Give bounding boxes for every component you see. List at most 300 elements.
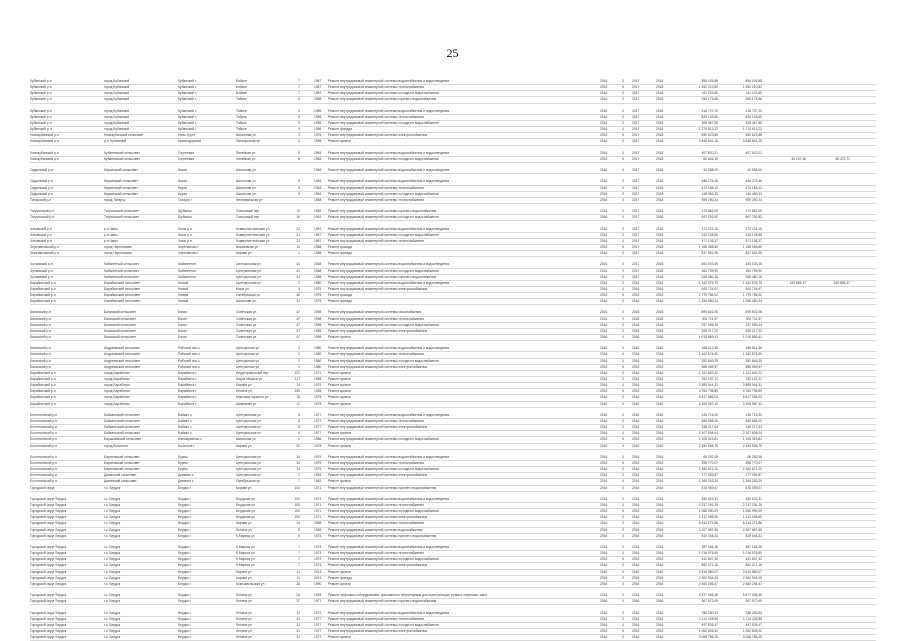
table-cell: Школьная ул (236, 168, 256, 173)
table-cell: Ремонт внутридомовой инженерной системы водоснабжения и водоотведения (328, 496, 450, 501)
table-cell: Ремонт внутридомовой инженерной системы электроснабжения (328, 563, 428, 568)
table-cell: 31 (296, 299, 300, 304)
table-cell: 10 (296, 209, 300, 214)
table-cell: Кубанский г. (178, 79, 197, 83)
table-cell: 1 162 874,60 (742, 352, 762, 357)
table-cell: 2016 (600, 91, 608, 96)
table-cell: 2016 (600, 108, 608, 113)
table-cell: 411 223,65 (701, 91, 718, 96)
table-cell: Кирова ул (236, 485, 252, 490)
table-cell: Баганский р-н (30, 322, 52, 327)
table-cell: 2016 (656, 485, 664, 490)
table-cell: 47 (296, 335, 300, 340)
table-cell: Тогучинский р-н (30, 209, 55, 214)
table-cell: Кирова ул (236, 575, 252, 580)
table-cell: 297 599,44 (745, 322, 762, 327)
table-cell: 2016 (656, 454, 664, 459)
table-cell: 2017 (632, 91, 640, 96)
table-cell: 2016 (656, 364, 664, 369)
table-cell: 2016 (632, 358, 640, 363)
table-cell: Ремонт внутридомовой инженерной системы электроснабжения (328, 286, 428, 291)
table-cell: 0 (622, 551, 624, 556)
table-cell: 0 (622, 346, 624, 351)
table-cell: Бердск г. (178, 593, 192, 598)
table-cell: 2018 (656, 232, 664, 237)
table-cell: Болотнинский р-н (30, 419, 58, 424)
table-cell: г.о. Бердск (104, 593, 121, 598)
table-cell: Барабинский р-н (30, 286, 56, 291)
table-cell: 2 107 808,04 (742, 431, 762, 436)
page-number: 25 (446, 46, 459, 60)
table-cell: Ремонт внутридомовой инженерной системы электроснабжения (328, 515, 428, 520)
table-cell: 2016 (600, 179, 608, 184)
table-cell: 0 (622, 133, 624, 138)
table-cell: Бердская ул (236, 502, 255, 507)
table-cell: 1 168 086,80 (698, 244, 718, 249)
table-cell: Ремонт кровли (328, 395, 351, 400)
table-cell: 0 (622, 97, 624, 102)
table-cell: Коммунистическая ул (236, 238, 270, 243)
table-cell: р.п.Чаны (104, 226, 118, 231)
table-cell: 2016 (600, 346, 608, 351)
table-cell: 1 412 098,65 (742, 515, 762, 520)
table-cell: г.о. Бердск (104, 563, 121, 568)
table-cell: 387 164,26 (701, 544, 718, 549)
table-cell: 2017 (632, 215, 640, 220)
table-cell: Ремонт внутридомовой инженерной системы холодного водоснабжения (328, 156, 439, 161)
table-cell: 2016 (600, 581, 608, 586)
table-cell: 0 (622, 91, 624, 96)
table-cell: Баганский р-н (30, 352, 52, 357)
table-cell: Совхозный пер (236, 215, 260, 220)
table-cell: 1962 (314, 209, 322, 214)
table-cell: 302 711,97 (745, 316, 762, 321)
table-cell: 678 059,07 (701, 485, 718, 490)
table-cell: 1 018 869,41 (698, 335, 718, 340)
table-cell: 1963 (314, 479, 322, 484)
table-cell: 268 480,18 (745, 274, 762, 279)
table-cell: 41 (296, 262, 300, 267)
table-cell: Ремонт внутридомовой инженерной системы холодного водоснабжения (328, 509, 439, 514)
table-cell: 1967 (314, 79, 322, 83)
table-cell: 2016 (632, 557, 640, 562)
table-cell: Баганский сельсовет (104, 335, 136, 340)
table-cell: Кабинетное (178, 268, 197, 273)
table-cell: Тойкое (236, 120, 247, 125)
table-cell: 0 (622, 179, 624, 184)
table-cell: 2016 (656, 352, 664, 357)
table-cell: 31 (296, 628, 300, 633)
table-cell: Ленина ул (236, 628, 252, 633)
table-cell: Кубанский г. (178, 127, 197, 132)
table-cell: Фестивальная ул (236, 197, 263, 202)
table-cell: Ленина ул (236, 616, 252, 621)
table-cell: 52 (296, 443, 300, 448)
table-cell: 2016 (600, 322, 608, 327)
table-cell: 1 342 576,75 (742, 280, 762, 285)
table-cell: 0 (622, 150, 624, 155)
table-cell: 2018 (656, 262, 664, 267)
table-cell: 47 (296, 322, 300, 327)
table-cell: 363 795,90 (745, 268, 762, 273)
table-cell: 2 (298, 364, 300, 369)
table-cell: 38 470,71 (835, 156, 850, 161)
table-cell: 1971 (314, 485, 322, 490)
table-cell: Ремонт кровли (328, 139, 351, 144)
table-cell: Андреевский сельсовет (104, 358, 141, 363)
table-cell: Ремонт внутридомовой инженерной системы водоснабжения и водоотведения (328, 610, 450, 615)
table-cell: 2016 (600, 467, 608, 472)
table-cell: Кирова ул (236, 251, 252, 256)
table-cell: город Барабинск (104, 389, 130, 394)
table-cell: 2016 (656, 461, 664, 465)
table-cell: 2016 (600, 328, 608, 333)
table-cell: Тогучинский сельсовет (104, 215, 139, 220)
table-cell: Барабинский сельсовет (104, 280, 141, 285)
table-cell: Ремонт внутридомовой инженерной системы теплоснабжения (328, 616, 424, 621)
table-cell: 999 250,24 (745, 197, 762, 202)
table-cell: 1 062 805,02 (742, 628, 762, 633)
table-cell: 2016 (656, 509, 664, 514)
table-cell: Городской округ Бердск (30, 544, 67, 549)
table-cell: 3 068 786,25 (698, 635, 718, 640)
table-cell: 0 (622, 191, 624, 196)
table-cell: 2016 (632, 502, 640, 507)
table-cell: Кубанский р-н (30, 114, 52, 119)
table-cell: Городской округ Бердск (30, 563, 67, 568)
table-cell: 2016 (600, 209, 608, 214)
table-cell: 2016 (632, 628, 640, 633)
table-cell: 456 276,46 (745, 179, 762, 184)
table-cell: 1958 (314, 377, 322, 382)
table-cell: Чулымский р-н (30, 274, 53, 279)
table-cell: 5 (298, 533, 300, 538)
table-cell: 1 016 076,60 (698, 551, 718, 556)
table-cell: 1973 (314, 551, 322, 556)
table-cell: 1973 (314, 544, 322, 549)
table-cell: Городской округ (30, 485, 55, 490)
table-cell: 588 069,97 (745, 364, 762, 369)
table-cell: Болотнинский р-н (30, 437, 58, 442)
table-cell: Бердск г. (178, 616, 192, 621)
table-cell: 8 (298, 97, 300, 102)
table-cell: г.о. Бердск (104, 599, 121, 604)
table-cell: Чановский р-н (30, 238, 52, 243)
table-cell: 36 (296, 581, 300, 586)
table-cell: Кирзинский сельсовет (104, 191, 138, 196)
table-cell: 0 (622, 533, 624, 538)
table-cell: 2016 (600, 156, 608, 161)
table-cell: 2016 (600, 352, 608, 357)
table-cell: 2016 (600, 268, 608, 273)
table-cell: Ремонт фасада (328, 127, 353, 132)
table-cell: Бердск г. (178, 581, 192, 586)
table-cell: Кирова ул (236, 383, 252, 388)
table-cell: 2016 (600, 293, 608, 298)
table-cell: Барабинский сельсовет (104, 293, 141, 298)
table-cell: Барабинский р-н (30, 389, 56, 394)
table-cell: Ремонт внутридомовой инженерной системы холодного водоснабжения (328, 91, 439, 96)
table-cell: Бердск г. (178, 622, 192, 627)
table-cell: Ремонт внутридомовой инженерной системы холодного водоснабжения (328, 467, 439, 472)
table-cell: 2016 (600, 622, 608, 627)
table-cell: 1 162 874,60 (698, 352, 718, 357)
table-cell: 2016 (632, 515, 640, 520)
table-cell: 0 (622, 139, 624, 144)
table-cell: 2016 (632, 551, 640, 556)
table-cell: 2016 (656, 443, 664, 448)
table-cell: 474 184,42 (701, 185, 718, 190)
table-cell: Октябрьская ул (236, 139, 260, 144)
table-cell: 2016 (656, 370, 664, 375)
table-cell: 4 764 798,89 (742, 389, 762, 394)
table-cell: 2016 (600, 461, 608, 465)
table-cell: 1998 (314, 139, 322, 144)
table-cell: Кирзинский сельсовет (104, 185, 138, 190)
table-cell: 1978 (314, 401, 322, 406)
table-cell: 2016 (656, 551, 664, 556)
table-cell: Ленина ул (236, 635, 252, 640)
table-cell: 2016 (632, 419, 640, 424)
table-cell: Кубанянский сельсовет (104, 150, 140, 155)
table-cell: 2016 (600, 401, 608, 406)
table-cell: 1 062 805,02 (698, 628, 718, 633)
table-cell: Баган (178, 310, 187, 315)
table-cell: Кабинетное (178, 274, 197, 279)
table-cell: Байкал с. (178, 412, 193, 417)
table-cell: Бердск г. (178, 551, 192, 556)
table-cell: 2016 (600, 412, 608, 417)
table-cell: город Барабинск (104, 395, 130, 400)
table-cell: Ремонт внутридомовой инженерной системы горячего водоснабжения (328, 274, 437, 279)
table-cell: Ордынский р-н (30, 191, 53, 196)
table-cell: Ремонт внутридомовой инженерной системы водоснабжения и водоотведения (328, 280, 450, 285)
table-cell: 2017 (632, 156, 640, 161)
table-cell: 819 048,31 (745, 533, 762, 538)
table-cell: 450 623,31 (701, 496, 718, 501)
table-cell: Тогучинский сельсовет (104, 209, 139, 214)
table-cell: Ремонт внутридомовой инженерной системы электроснабжения (328, 364, 428, 369)
table-cell: Ремонт кровли (328, 389, 351, 394)
table-cell: 0 (622, 563, 624, 568)
table-cell: 2016 (656, 527, 664, 532)
table-cell: город Черепаново (104, 251, 132, 256)
table-cell: Черепаново г. (178, 251, 200, 256)
table-cell: 0 (622, 401, 624, 406)
table-cell: Городской округ Бердск (30, 628, 67, 633)
table-cell: 352 849,25 (745, 358, 762, 363)
table-cell: 11 (296, 575, 300, 580)
table-cell: 21 (296, 238, 300, 243)
table-cell: 0 (622, 443, 624, 448)
table-cell: 500 724,67 (701, 286, 718, 291)
table-cell: 2016 (656, 412, 664, 417)
table-cell: Бурлы (178, 454, 188, 459)
table-cell: 1963 (314, 191, 322, 196)
table-cell: город Барабинск (104, 401, 130, 406)
table-cell: 1 114 428,85 (742, 616, 762, 621)
table-cell: Советская ул (236, 322, 257, 327)
table-cell: 6 817 085,03 (742, 395, 762, 400)
table-cell: Ремонт кровли (328, 479, 351, 484)
table-cell: Ремонт кровли (328, 569, 351, 574)
table-cell: 786 290,93 (701, 610, 718, 615)
table-cell: 2016 (656, 299, 664, 304)
table-cell: 2 459 596,79 (698, 443, 718, 448)
table-cell: Ремонт кровли (328, 383, 351, 388)
table-cell: Болотнинский р-н (30, 479, 58, 484)
table-cell: 34 (296, 461, 300, 465)
table-cell: 2016 (600, 299, 608, 304)
table-cell: 2 107 808,04 (698, 431, 718, 436)
table-cell: 2016 (600, 150, 608, 155)
table-cell: 2016 (656, 496, 664, 501)
table-cell: 117 (294, 377, 300, 382)
table-cell: 450 623,31 (745, 496, 762, 501)
table-cell: 31 (296, 622, 300, 627)
table-cell: 2017 (632, 120, 640, 125)
table-cell: 1977 (314, 628, 322, 633)
table-cell: 250 175,66 (745, 97, 762, 102)
table-cell: 1977 (314, 616, 322, 621)
table-cell: Школьная ул (236, 299, 256, 304)
table-cell: 1971 (314, 496, 322, 501)
table-cell: Школьная ул (236, 437, 256, 442)
table-cell: 1 066 990,09 (742, 509, 762, 514)
table-cell: Ремонт внутридомовой инженерной системы холодного водоснабжения (328, 268, 439, 273)
table-cell: 41 (296, 274, 300, 279)
table-cell: город Кубанский (104, 108, 130, 113)
table-cell: Сергеевка (178, 150, 194, 155)
table-cell: 1967 (314, 238, 322, 243)
table-cell: 2016 (600, 79, 608, 83)
table-cell: 2018 (656, 79, 664, 83)
table-cell: 2013 (314, 569, 322, 574)
table-cell: 66 282,08 (747, 454, 762, 459)
table-cell: Бердская ул (236, 509, 255, 514)
table-cell: 0 (622, 454, 624, 459)
table-cell: Кубанский р-н (30, 79, 52, 83)
table-cell: 11 (296, 569, 300, 574)
table-cell: 2016 (632, 563, 640, 568)
table-cell: 2 (298, 358, 300, 363)
table-cell: 1990 (314, 581, 322, 586)
table-cell: 4 764 798,89 (698, 389, 718, 394)
table-cell: Центральная ул (236, 280, 261, 285)
table-cell: Кубанский г. (178, 120, 197, 125)
table-cell: 2016 (656, 599, 664, 604)
table-cell: 2016 (632, 533, 640, 538)
table-cell: 2016 (600, 316, 608, 321)
table-cell: 1975 (314, 286, 322, 291)
table-cell: 2016 (656, 286, 664, 291)
table-cell: Городской округ Бердск (30, 616, 67, 621)
table-cell: 2016 (656, 557, 664, 562)
table-cell: Дивинка с. (178, 473, 195, 478)
table-cell: город Кубанский (104, 114, 130, 119)
table-cell: Комсомольская ул (236, 581, 265, 586)
table-cell: 246 217,64 (745, 425, 762, 430)
table-cell: 2016 (632, 346, 640, 351)
table-cell: Байкальский сельсовет (104, 419, 140, 424)
table-cell: Городской округ Бердск (30, 622, 67, 627)
table-cell: Баратовский сельсовет (104, 461, 140, 465)
table-cell: 0 (622, 370, 624, 375)
table-cell: Тойкое (236, 127, 247, 132)
table-cell: 1968 (314, 244, 322, 249)
table-cell: Городской округ Бердск (30, 551, 67, 556)
table-cell: Шубкино (178, 209, 192, 214)
table-cell: 2016 (600, 335, 608, 340)
table-cell: Городской округ Бердск (30, 610, 67, 615)
table-cell: 2016 (632, 377, 640, 382)
table-cell: 1964 (314, 156, 322, 161)
table-cell: 0 (622, 473, 624, 478)
table-cell: город Болотное (104, 443, 129, 448)
table-cell: 2016 (656, 544, 664, 549)
table-cell: 1 369 253,20 (742, 479, 762, 484)
table-cell: Ремонт внутридомовой инженерной системы горячего водоснабжения (328, 533, 437, 538)
table-cell: Централная ул (236, 358, 260, 363)
table-cell: 1 779 785,02 (698, 293, 718, 298)
table-cell: Барабинский сельсовет (104, 286, 141, 291)
table-cell: 173 862,09 (701, 209, 718, 214)
table-cell: 5 877 346,46 (698, 593, 718, 598)
table-cell: Ремонт внутридомовой инженерной системы холодного водоснабжения (328, 322, 439, 327)
table-cell: Новокубанский р-н (30, 139, 59, 144)
table-cell: 894 026,88 (745, 79, 762, 83)
table-cell: 2016 (600, 437, 608, 442)
table-cell: 2017 (632, 168, 640, 173)
table-cell: Барабинск г. (178, 377, 197, 382)
table-cell: К.Маркса ул (236, 563, 255, 568)
table-cell: 2016 (656, 593, 664, 598)
table-cell: Центральная ул (236, 467, 261, 472)
table-cell: 0 (622, 628, 624, 633)
table-cell: Новый (178, 286, 189, 291)
table-cell: Черепановский р-н (30, 244, 60, 249)
table-cell: 454 033,45 (745, 262, 762, 267)
table-cell: Ремонт внутридомовой инженерной системы горячего водоснабжения (328, 485, 437, 490)
table-cell: Черепаново г. (178, 244, 200, 249)
table-cell: Чулымский р-н (30, 268, 53, 273)
table-cell: 0 (622, 322, 624, 327)
table-cell: 3 848 541,25 (742, 139, 762, 144)
table-cell: Центральная ул (236, 431, 261, 436)
table-cell: Бойкое (236, 85, 247, 90)
table-cell: 1968 (314, 274, 322, 279)
table-cell: 0 (622, 108, 624, 113)
table-cell: Городской округ Бердск (30, 509, 67, 514)
table-cell: 2013 (314, 575, 322, 580)
table-cell: 172 221,15 (745, 226, 762, 231)
table-cell: 2016 (600, 563, 608, 568)
table-cell: 45 187,46 (791, 156, 806, 161)
table-cell: 2016 (632, 622, 640, 627)
table-cell: Бойкое (236, 91, 247, 96)
table-cell: город Кубанский (104, 120, 130, 125)
table-cell: 40 558,00 (747, 168, 762, 173)
table-cell: 0 (622, 85, 624, 90)
table-cell: Байкал с. (178, 425, 193, 430)
table-cell: Краснодорский (178, 139, 202, 144)
table-cell: Новый (178, 280, 189, 285)
table-cell: 2016 (600, 215, 608, 220)
table-cell: г.о. Бердск (104, 496, 121, 501)
table-cell: 0 (622, 431, 624, 436)
table-cell: 6 314 271,88 (742, 521, 762, 526)
table-cell: 169 856,37 (833, 280, 850, 285)
